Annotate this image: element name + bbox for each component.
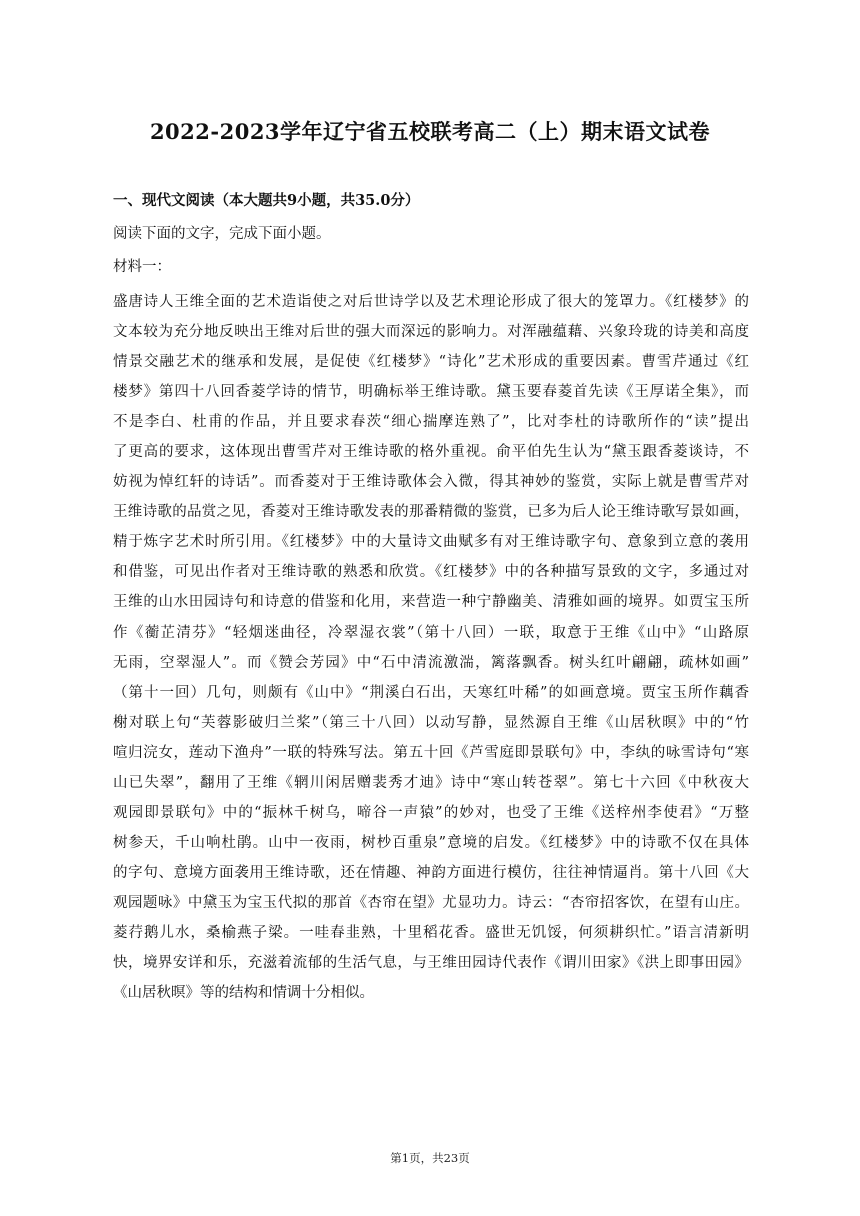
paragraph-line: 和借鉴，可见出作者对王维诗歌的熟悉和欣赏。《红楼梦》中的各种描写景致的文字，多通过对	[113, 564, 749, 581]
paragraph-line: 楼梦》第四十八回香菱学诗的情节，明确标举王维诗歌。黛玉要春菱首先读《王厚诺全集》，而	[113, 384, 749, 401]
paragraph-line: 精于炼字艺术时所引用。《红楼梦》中的大量诗文曲赋多有对王维诗歌字句、意象到立意的袭用	[113, 534, 749, 551]
paragraph-line: 观园题咏》中黛玉为宝玉代拟的那首《杏帘在望》尤显功力。诗云：“杏帘招客饮，在望有山庄。	[113, 894, 749, 911]
paragraph-line: 文本较为充分地反映出王维对后世的强大而深远的影响力。对浑融蕴藉、兴象玲珑的诗美和高度	[113, 324, 749, 341]
paragraph-line: 王维诗歌的品赏之见，香菱对王维诗歌发表的那番精微的鉴赏，已多为后人论王维诗歌写景如画，	[113, 504, 749, 521]
section-heading: 一、现代文阅读（本大题共9小题，共35.0分）	[113, 192, 420, 209]
exam-title: 2022-2023学年辽宁省五校联考高二（上）期末语文试卷	[149, 119, 711, 144]
page-number-footer: 第1页，共23页	[390, 1151, 470, 1165]
paragraph-line: 山已失翠”，翻用了王维《辋川闲居赠裴秀才迪》诗中“寒山转苍翠”。第七十六回《中秋夜大	[113, 774, 749, 791]
paragraph-line: 了更高的要求，这体现出曹雪芹对王维诗歌的格外重视。俞平伯先生认为“黛玉跟香菱谈诗，不	[113, 444, 749, 461]
paragraph-line: 无雨，空翠湿人”。而《赞会芳园》中“石中清流激湍，篱落飘香。树头红叶翩翩，疏林如画”	[113, 654, 749, 671]
paragraph-line: （第十一回）几句，则颇有《山中》“荆溪白石出，天寒红叶稀”的如画意境。贾宝玉所作藕香	[113, 684, 749, 701]
paragraph-line: 作《蘅芷清芬》“轻烟迷曲径，冷翠湿衣裳”（第十八回）一联，取意于王维《山中》“山路原	[113, 624, 749, 641]
paragraph-line: 快，境界安详和乐，充滋着流郁的生活气息，与王维田园诗代表作《谓川田家》《洪上即事田园》	[113, 955, 749, 972]
paragraph-line: 情景交融艺术的继承和发展，是促使《红楼梦》“诗化”艺术形成的重要因素。曹雪芹通过《红	[113, 354, 749, 371]
paragraph-line: 榭对联上句“芙蓉影破归兰桨”（第三十八回）以动写静，显然源自王维《山居秋暝》中的“竹	[113, 714, 749, 731]
paragraph-line: 的字句、意境方面袭用王维诗歌，还在情趣、神韵方面进行模仿，往往神情逼肖。第十八回《大	[113, 864, 749, 881]
material-label: 材料一：	[113, 259, 171, 275]
paragraph-line: 妨视为悼红轩的诗话”。而香菱对于王维诗歌体会入微，得其神妙的鉴赏，实际上就是曹雪芹对	[113, 474, 749, 491]
reading-instruction: 阅读下面的文字，完成下面小题。	[113, 226, 331, 242]
document-body	[113, 188, 749, 1008]
paragraph-line: 喧归浣女，莲动下渔舟”一联的特殊写法。第五十回《芦雪庭即景联句》中，李纨的咏雪诗句“寒	[113, 744, 749, 761]
paragraph-line: 观园即景联句》中的“振林千树乌，啼谷一声猿”的妙对，也受了王维《送梓州李使君》“万整	[113, 804, 749, 821]
paragraph-line: 不是李白、杜甫的作品，并且要求春茨“细心揣摩连熟了”，比对李杜的诗歌所作的“读”提出	[113, 414, 749, 431]
paragraph-line: 王维的山水田园诗句和诗意的借鉴和化用，来营造一种宁静幽美、清雅如画的境界。如贾宝玉所	[113, 594, 749, 611]
paragraph-line: 菱荇鹅儿水，桑榆燕子梁。一哇春韭熟，十里稻花香。盛世无饥馁，何须耕织忙。”语言清新明	[113, 924, 749, 941]
material-paragraph	[113, 287, 749, 1008]
paragraph-line: 《山居秋暝》等的结构和情调十分相似。	[113, 985, 374, 1002]
paragraph-line: 盛唐诗人王维全面的艺术造诣使之对后世诗学以及艺术理论形成了很大的笼罩力。《红楼梦》的	[113, 294, 749, 310]
paragraph-line: 树参天，千山响杜鹃。山中一夜雨，树杪百重泉”意境的启发。《红楼梦》中的诗歌不仅在具体	[113, 834, 749, 851]
